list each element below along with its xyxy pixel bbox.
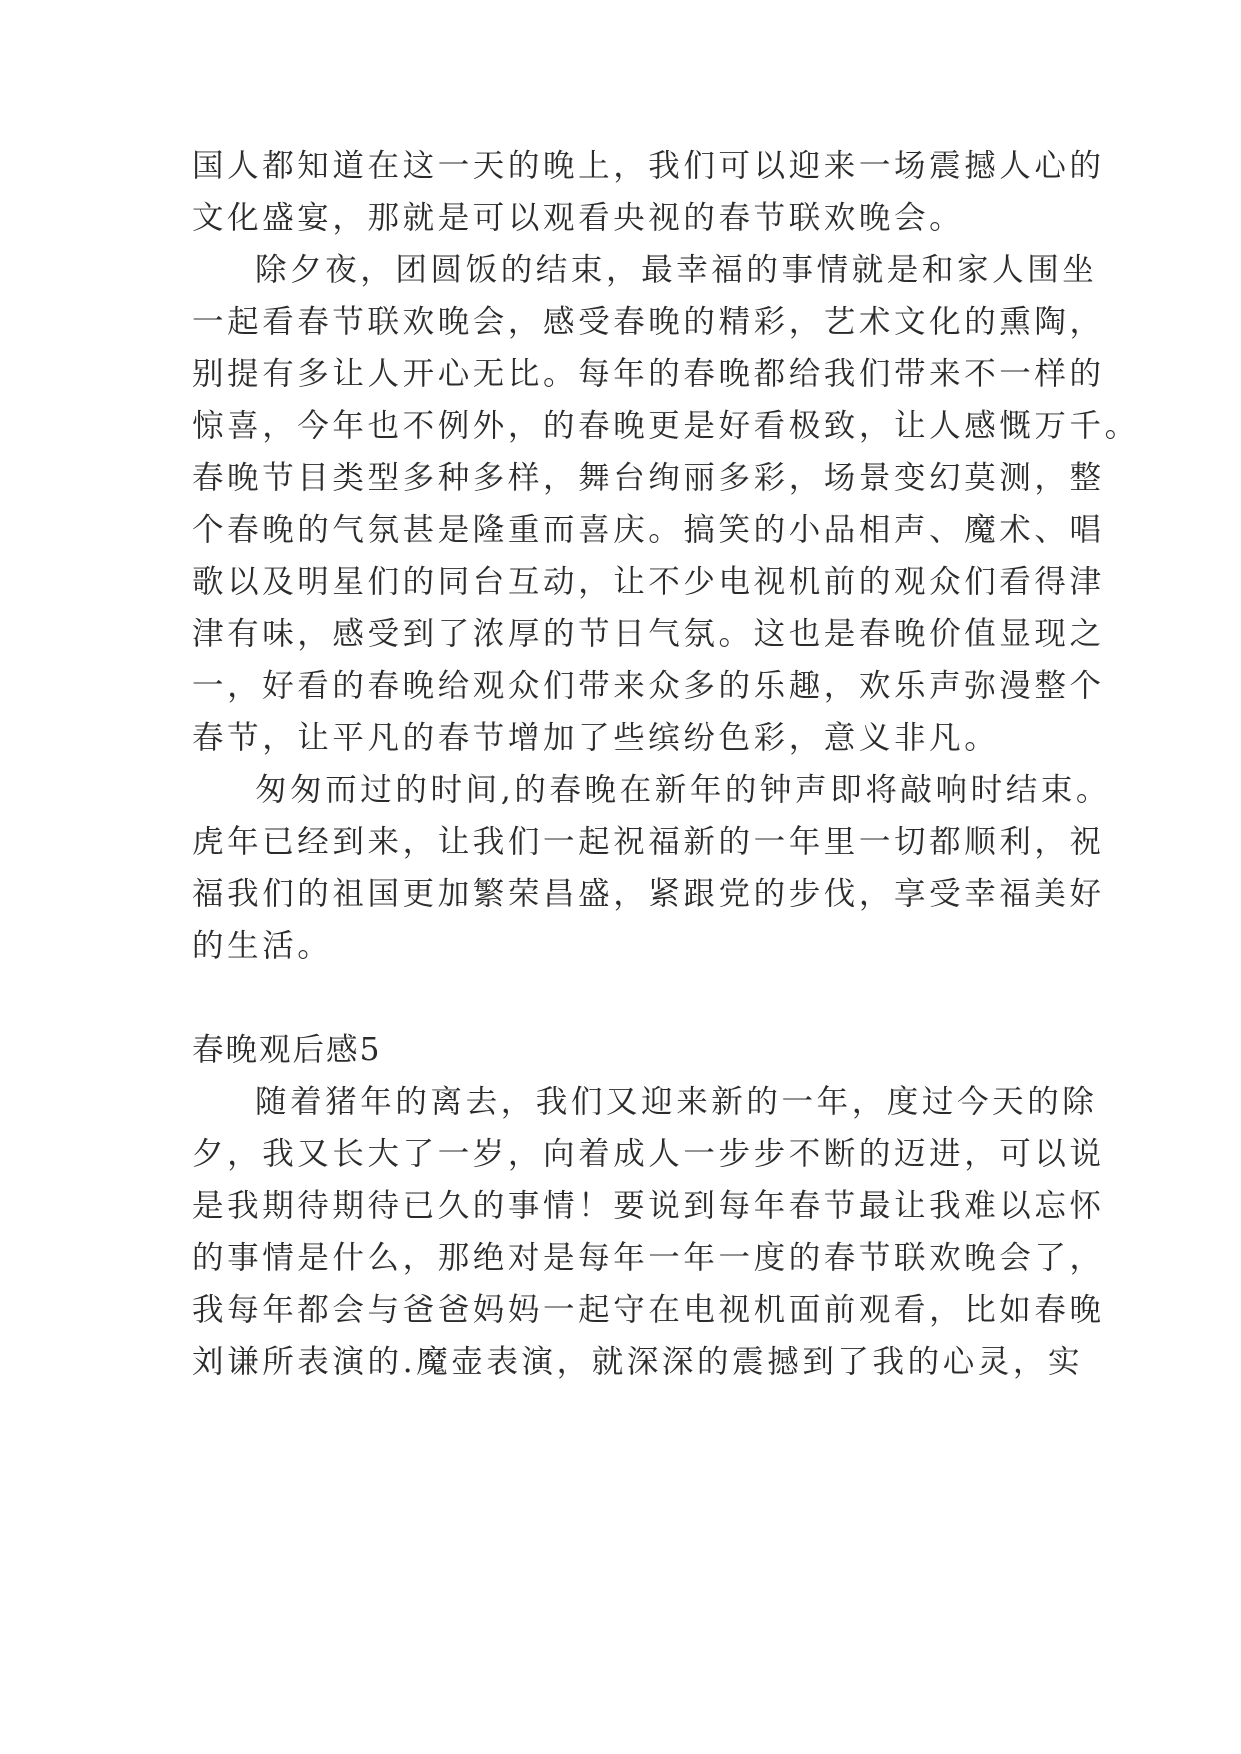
paragraph-2-line-10: 春节，让平凡的春节增加了些缤纷色彩，意义非凡。	[192, 720, 1000, 756]
paragraph-2-line-2: 一起看春节联欢晚会，感受春晚的精彩，艺术文化的熏陶，	[192, 304, 1105, 340]
paragraph-4-line-1: 随着猪年的离去，我们又迎来新的一年，度过今天的除	[255, 1084, 1098, 1120]
paragraph-2-line-3: 别提有多让人开心无比。每年的春晚都给我们带来不一样的	[192, 356, 1105, 392]
paragraph-2-line-6: 个春晚的气氛甚是隆重而喜庆。搞笑的小品相声、魔术、唱	[192, 512, 1105, 548]
paragraph-2-line-5: 春晚节目类型多种多样，舞台绚丽多彩，场景变幻莫测，整	[192, 460, 1105, 496]
paragraph-2-line-8: 津有味，感受到了浓厚的节日气氛。这也是春晚价值显现之	[192, 616, 1105, 652]
paragraph-1-line-1: 国人都知道在这一天的晚上，我们可以迎来一场震撼人心的	[192, 148, 1105, 184]
paragraph-2-line-7: 歌以及明星们的同台互动，让不少电视机前的观众们看得津	[192, 564, 1105, 600]
paragraph-2-line-1: 除夕夜，团圆饭的结束，最幸福的事情就是和家人围坐	[255, 252, 1098, 288]
paragraph-1-line-2: 文化盛宴，那就是可以观看央视的春节联欢晚会。	[192, 200, 965, 236]
paragraph-4-line-5: 我每年都会与爸爸妈妈一起守在电视机面前观看，比如春晚	[192, 1292, 1105, 1328]
paragraph-2-line-9: 一，好看的春晚给观众们带来众多的乐趣，欢乐声弥漫整个	[192, 668, 1105, 704]
paragraph-3-line-1: 匆匆而过的时间,的春晚在新年的钟声即将敲响时结束。	[255, 772, 1112, 808]
paragraph-3-line-4: 的生活。	[192, 928, 333, 964]
paragraph-4-line-4: 的事情是什么，那绝对是每年一年一度的春节联欢晚会了，	[192, 1240, 1105, 1276]
paragraph-4-line-2: 夕，我又长大了一岁，向着成人一步步不断的迈进，可以说	[192, 1136, 1105, 1172]
paragraph-2-line-4: 惊喜，今年也不例外，的春晚更是好看极致，让人感慨万千。	[192, 408, 1140, 444]
paragraph-3-line-3: 福我们的祖国更加繁荣昌盛，紧跟党的步伐，享受幸福美好	[192, 876, 1105, 912]
section-heading: 春晚观后感5	[192, 1032, 382, 1068]
paragraph-4-line-3: 是我期待期待已久的事情！要说到每年春节最让我难以忘怀	[192, 1188, 1105, 1224]
paragraph-4-line-6: 刘谦所表演的.魔壶表演，就深深的震撼到了我的心灵，实	[192, 1344, 1084, 1380]
paragraph-3-line-2: 虎年已经到来，让我们一起祝福新的一年里一切都顺利，祝	[192, 824, 1105, 860]
